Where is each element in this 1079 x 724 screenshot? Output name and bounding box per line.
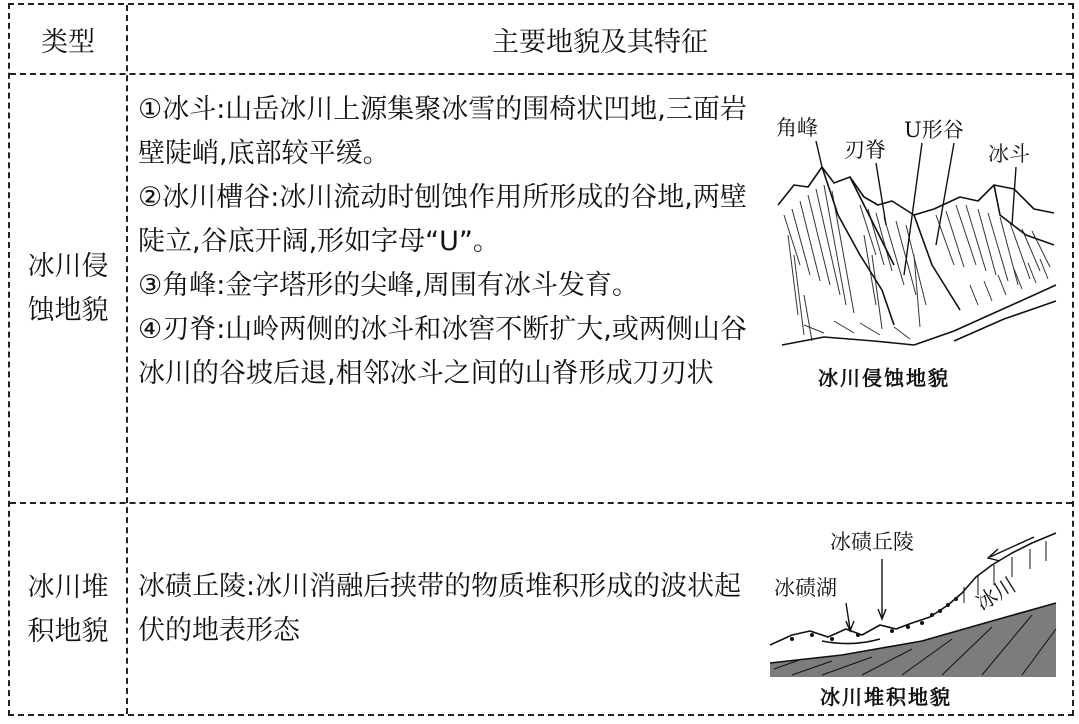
deposition-figure-caption: 冰川堆积地貌: [820, 685, 952, 709]
arete-label: 刃脊: [844, 138, 886, 162]
cirque-label: 冰斗: [988, 142, 1030, 166]
header-features: 主要地貌及其特征: [492, 26, 708, 58]
header-type: 类型: [41, 26, 95, 58]
column-divider: [126, 5, 128, 714]
erosion-figure-caption: 冰川侵蚀地貌: [818, 366, 950, 390]
type-label: 冰川堆积地貌: [27, 572, 109, 647]
erosion-description: [138, 88, 758, 396]
item-moraine-hills: 冰碛丘陵:冰川消融后挟带的物质堆积形成的波状起伏的地表形态: [138, 571, 742, 646]
deposition-landform-figure: [762, 517, 1062, 679]
landform-table: [8, 3, 1074, 716]
header-divider: [10, 73, 1072, 75]
moraine-lake-label: 冰碛湖: [774, 576, 837, 600]
row-divider: [10, 502, 1072, 504]
moraine-hills-label: 冰碛丘陵: [830, 530, 914, 554]
item-horn: ③角峰:金字塔形的尖峰,周围有冰斗发育。: [138, 270, 639, 301]
u-valley-label: U形谷: [904, 118, 964, 142]
row-erosion-type: [10, 75, 126, 502]
erosion-landform-figure: [764, 105, 1064, 357]
item-u-valley: ②冰川槽谷:冰川流动时刨蚀作用所形成的谷地,两壁陡立,谷底开阔,形如字母“U”。: [138, 182, 747, 257]
row-deposition-type: [10, 504, 126, 716]
item-arete: ④刃脊:山岭两侧的冰斗和冰窖不断扩大,或两侧山谷冰川的谷坡后退,相邻冰斗之间的山脊形成刀刃状: [138, 314, 747, 389]
item-cirque: ①冰斗:山岳冰川上源集聚冰雪的围椅状凹地,三面岩壁陡峭,底部较平缓。: [138, 94, 747, 169]
deposition-description: [138, 565, 758, 653]
type-label: 冰川侵蚀地貌: [27, 250, 109, 326]
glacier-label: 冰川: [971, 572, 1021, 616]
horn-label: 角峰: [776, 116, 818, 140]
